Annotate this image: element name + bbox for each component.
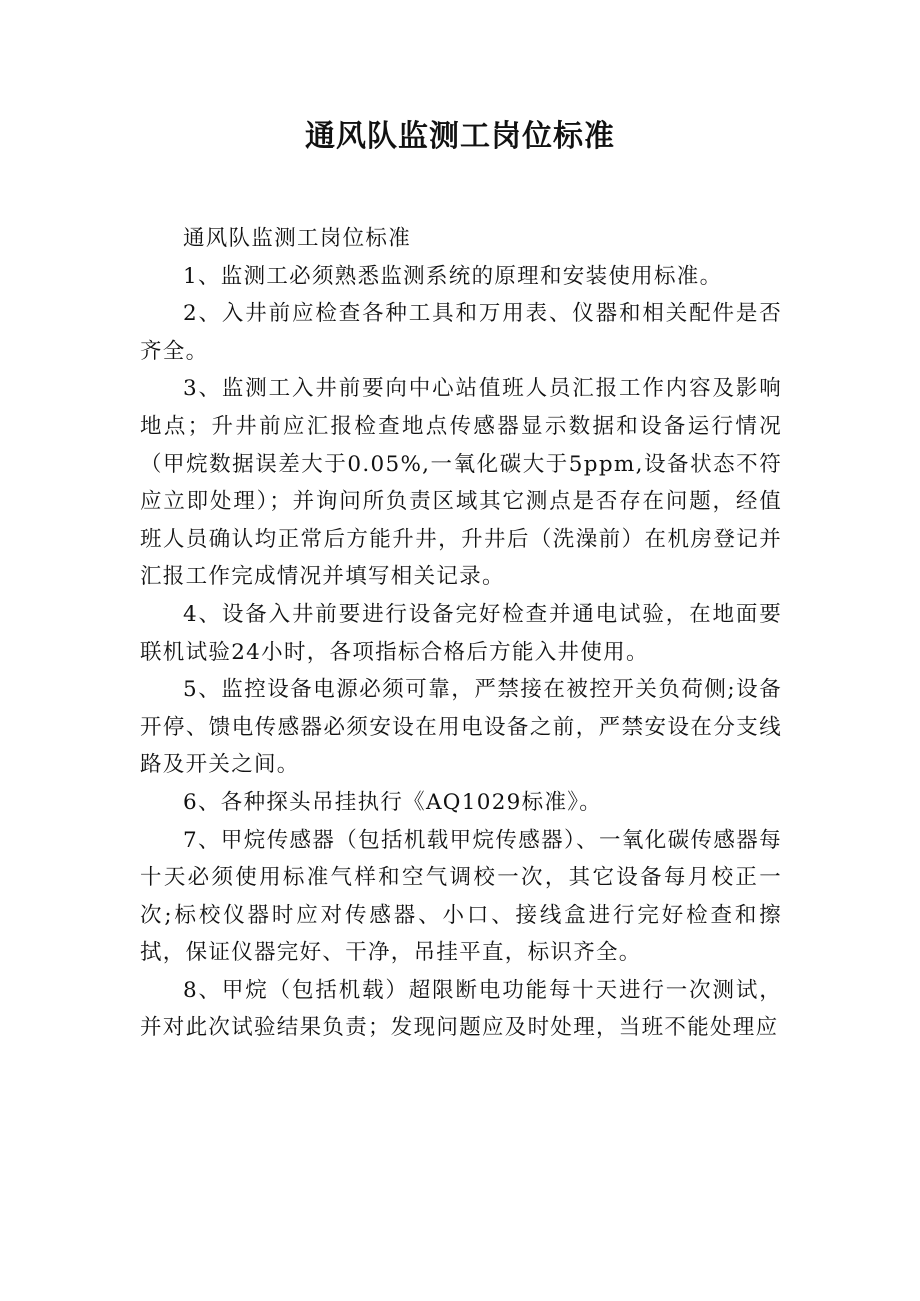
paragraph-item-5: 5、监控设备电源必须可靠，严禁接在被控开关负荷侧;设备开停、馈电传感器必须安设在用电设备之前，严禁安设在分支线路及开关之间。 — [140, 677, 782, 778]
document-title: 通风队监测工岗位标准 — [305, 119, 615, 154]
paragraph-item-3: 3、监测工入井前要向中心站值班人员汇报工作内容及影响地点；升井前应汇报检查地点传感器显示数据和设备运行情况（甲烷数据误差大于0.05%,一氧化碳大于5ppm,设备状态不符应立即处理）；并询问所负责区域其它测点是否存在问题，经值班人员确认均正常后方能升井，升井后（洗澡前）在机房登记并汇报工作完成情况并填写相关记录。 — [140, 376, 782, 590]
paragraph-item-2: 2、入井前应检查各种工具和万用表、仪器和相关配件是否齐全。 — [140, 301, 782, 364]
paragraph-item-4: 4、设备入井前要进行设备完好检查并通电试验，在地面要联机试验24小时，各项指标合格后方能入井使用。 — [140, 601, 782, 665]
paragraph-heading: 通风队监测工岗位标准 — [183, 226, 412, 251]
paragraph-item-6: 6、各种探头吊挂执行《AQ1029标准》。 — [183, 789, 603, 815]
document-body — [140, 220, 782, 1047]
paragraph-item-1: 1、监测工必须熟悉监测系统的原理和安装使用标准。 — [183, 263, 723, 289]
paragraph-item-7: 7、甲烷传感器（包括机载甲烷传感器）、一氧化碳传感器每十天必须使用标准气样和空气调校一次，其它设备每月校正一次;标校仪器时应对传感器、小口、接线盒进行完好检查和擦拭，保证仪器完好、干净，吊挂平直，标识齐全。 — [140, 827, 782, 966]
paragraph-item-8: 8、甲烷（包括机载）超限断电功能每十天进行一次测试，并对此次试验结果负责；发现问题应及时处理，当班不能处理应 — [140, 977, 782, 1041]
